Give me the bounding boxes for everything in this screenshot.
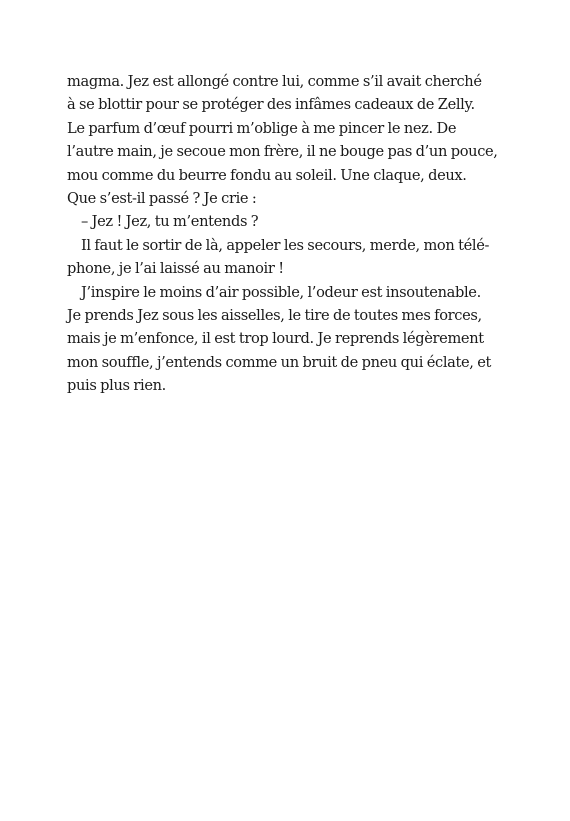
text-line: mon souffle, j’entends comme un bruit de pneu qui éclate, et (67, 353, 492, 371)
text-line: mou comme du beurre fondu au soleil. Une claque, deux. (67, 166, 467, 184)
text-line: Il faut le sortir de là, appeler les secours, merde, mon télé- (81, 236, 490, 254)
text-line: Que s’est-il passé ? Je crie : (67, 189, 257, 207)
text-line: J’inspire le moins d’air possible, l’odeur est insoutenable. (81, 283, 481, 301)
text-line: Je prends Jez sous les aisselles, le tire de toutes mes forces, (67, 306, 482, 324)
text-line: mais je m’enfonce, il est trop lourd. Je reprends légèrement (67, 330, 484, 348)
dialogue-line: – Jez ! Jez, tu m’entends ? (81, 213, 259, 231)
text-line: magma. Jez est allongé contre lui, comme s’il avait cherché (67, 73, 482, 90)
body-text (67, 70, 501, 397)
text-line: Le parfum d’œuf pourri m’oblige à me pincer le nez. De (67, 119, 457, 137)
text-line: puis plus rien. (67, 377, 166, 395)
text-line: à se blottir pour se protéger des infâmes cadeaux de Zelly. (67, 96, 475, 114)
text-line: phone, je l’ai laissé au manoir ! (67, 260, 284, 278)
text-line: l’autre main, je secoue mon frère, il ne bouge pas d’un pouce, (67, 143, 498, 161)
